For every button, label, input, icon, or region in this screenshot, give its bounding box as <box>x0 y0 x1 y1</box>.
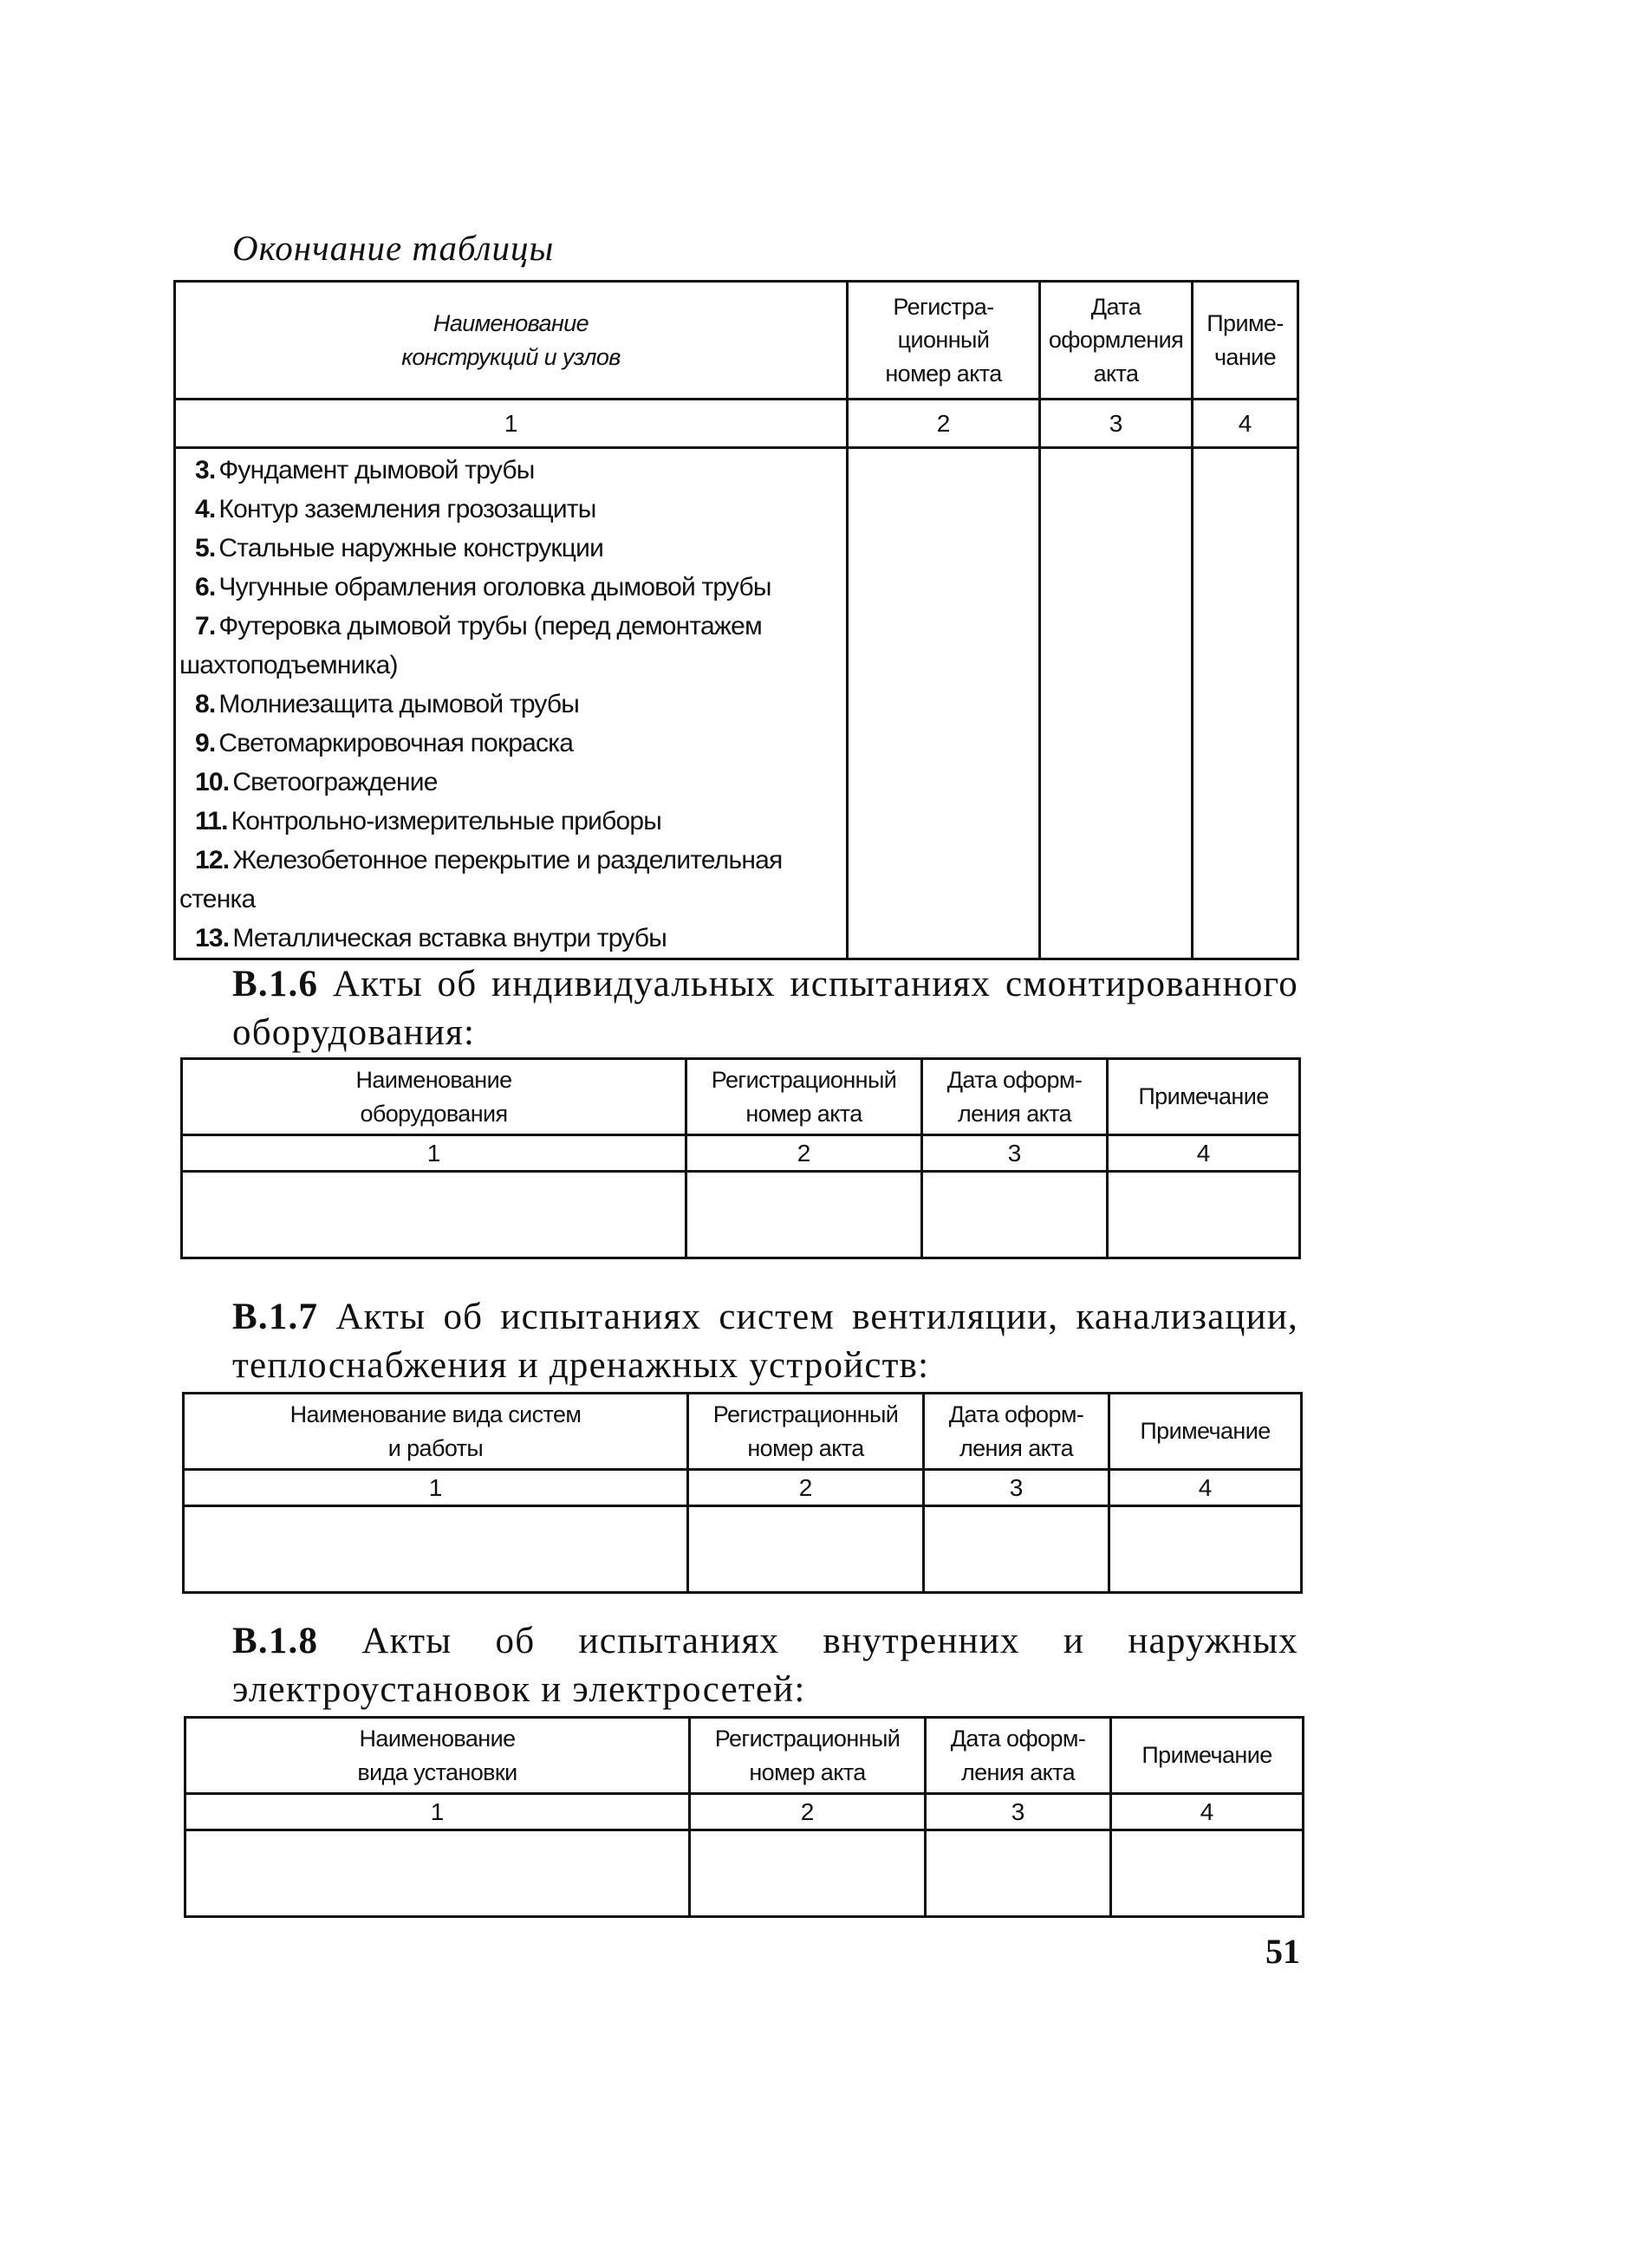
header-structure-name: Наименование конструкций и узлов <box>175 282 848 400</box>
list-item <box>195 685 841 724</box>
empty-cell <box>926 1830 1111 1917</box>
section-title: Акты об испытаниях систем вентиляции, канализации, теплоснабжения и дренажных устройств: <box>232 1297 1298 1386</box>
header-registration-number: Регистрационный номер акта <box>686 1059 922 1135</box>
section-title: Акты об индивидуальных испытаниях смонтированного оборудования: <box>232 964 1298 1053</box>
column-numbers-row <box>182 1135 1300 1172</box>
empty-cell <box>1040 448 1193 959</box>
empty-data-row <box>185 1830 1304 1917</box>
list-item <box>195 763 841 802</box>
table-header-row <box>182 1059 1300 1135</box>
empty-cell <box>688 1506 924 1593</box>
empty-cell <box>686 1172 922 1258</box>
list-item-text: Светоограждение <box>232 768 438 796</box>
list-item-number: 7. <box>195 612 216 640</box>
list-item <box>195 529 841 568</box>
list-item-number: 11. <box>195 807 228 835</box>
header-equipment-name: Наименование оборудования <box>182 1059 686 1135</box>
page-number: 51 <box>1265 1932 1300 1971</box>
header-act-date: Дата оформления акта <box>1040 282 1193 400</box>
section-code: В.1.6 <box>232 964 319 1004</box>
list-item-number: 6. <box>195 573 216 601</box>
structures-list-cell <box>175 448 848 959</box>
list-item <box>195 919 841 958</box>
column-number: 2 <box>848 400 1040 448</box>
list-item <box>195 841 841 880</box>
column-number: 2 <box>686 1135 922 1172</box>
header-act-date: Дата оформ- ления акта <box>926 1718 1111 1794</box>
list-item-number: 12. <box>195 846 230 874</box>
structures-acts-table <box>173 280 1299 960</box>
empty-cell <box>1111 1830 1304 1917</box>
header-registration-number: Регистра- ционный номер акта <box>848 282 1040 400</box>
table-body-row <box>175 448 1298 959</box>
column-number: 2 <box>690 1794 926 1830</box>
list-item-number: 3. <box>195 456 216 484</box>
list-item-text: Металлическая вставка внутри трубы <box>232 924 667 952</box>
list-item-number: 9. <box>195 729 216 757</box>
empty-cell <box>690 1830 926 1917</box>
column-number: 4 <box>1109 1470 1302 1506</box>
list-item-text: Светомаркировочная покраска <box>218 729 574 757</box>
section-code: В.1.8 <box>232 1621 319 1661</box>
column-number: 1 <box>175 400 848 448</box>
column-number: 2 <box>688 1470 924 1506</box>
empty-cell <box>848 448 1040 959</box>
list-item <box>195 568 841 607</box>
empty-cell <box>184 1506 688 1593</box>
column-number: 3 <box>922 1135 1108 1172</box>
empty-cell <box>1193 448 1298 959</box>
section-heading-b18 <box>232 1617 1298 1714</box>
header-registration-number: Регистрационный номер акта <box>688 1394 924 1470</box>
header-registration-number: Регистрационный номер акта <box>690 1718 926 1794</box>
list-item-number: 10. <box>195 768 230 796</box>
list-item-number: 4. <box>195 495 216 523</box>
column-number: 3 <box>1040 400 1193 448</box>
electrical-tests-table <box>184 1716 1304 1918</box>
list-item <box>195 607 841 646</box>
empty-cell <box>1109 1506 1302 1593</box>
section-heading-b17 <box>232 1293 1298 1390</box>
list-item-text: Контрольно-измерительные приборы <box>231 807 662 835</box>
empty-cell <box>922 1172 1108 1258</box>
column-number: 1 <box>184 1470 688 1506</box>
empty-data-row <box>182 1172 1300 1258</box>
header-note: Примечание <box>1108 1059 1300 1135</box>
list-item-text: Футеровка дымовой трубы (перед демонтажем <box>218 612 762 640</box>
list-item-text: Фундамент дымовой трубы <box>218 456 535 484</box>
table-continuation-caption: Окончание таблицы <box>232 228 555 268</box>
column-number: 3 <box>926 1794 1111 1830</box>
column-number: 1 <box>185 1794 690 1830</box>
list-item-number: 8. <box>195 690 216 718</box>
empty-cell <box>182 1172 686 1258</box>
header-system-type: Наименование вида систем и работы <box>184 1394 688 1470</box>
column-numbers-row <box>175 400 1298 448</box>
list-item <box>195 802 841 841</box>
column-number: 4 <box>1108 1135 1300 1172</box>
structures-list <box>179 451 841 958</box>
table-header-row <box>185 1718 1304 1794</box>
column-numbers-row <box>184 1470 1302 1506</box>
list-item-text: Стальные наружные конструкции <box>218 534 604 562</box>
header-act-date: Дата оформ- ления акта <box>924 1394 1109 1470</box>
equipment-tests-table <box>180 1057 1301 1259</box>
section-title: Акты об испытаниях внутренних и наружных электроустановок и электросетей: <box>232 1621 1299 1710</box>
header-note: Примечание <box>1109 1394 1302 1470</box>
list-item-continuation: шахтоподъемника) <box>179 651 398 679</box>
header-note: Примечание <box>1111 1718 1304 1794</box>
table-header-row <box>175 282 1298 400</box>
list-item <box>195 490 841 529</box>
section-heading-b16 <box>232 960 1298 1057</box>
column-numbers-row <box>185 1794 1304 1830</box>
empty-cell <box>185 1830 690 1917</box>
section-code: В.1.7 <box>232 1297 319 1337</box>
list-item <box>195 724 841 763</box>
empty-data-row <box>184 1506 1302 1593</box>
list-item-text: Молниезащита дымовой трубы <box>218 690 580 718</box>
header-installation-type: Наименование вида установки <box>185 1718 690 1794</box>
empty-cell <box>924 1506 1109 1593</box>
list-item-number: 13. <box>195 924 230 952</box>
column-number: 3 <box>924 1470 1109 1506</box>
list-item <box>195 451 841 490</box>
list-item-continuation: стенка <box>179 885 256 913</box>
list-item-text: Чугунные обрамления оголовка дымовой трубы <box>218 573 771 601</box>
column-number: 1 <box>182 1135 686 1172</box>
list-item-number: 5. <box>195 534 216 562</box>
list-item-text: Контур заземления грозозащиты <box>218 495 596 523</box>
column-number: 4 <box>1111 1794 1304 1830</box>
list-item-text: Железобетонное перекрытие и разделительная <box>232 846 783 874</box>
column-number: 4 <box>1193 400 1298 448</box>
ventilation-tests-table <box>182 1392 1303 1594</box>
empty-cell <box>1108 1172 1300 1258</box>
header-act-date: Дата оформ- ления акта <box>922 1059 1108 1135</box>
header-note: Приме- чание <box>1193 282 1298 400</box>
table-header-row <box>184 1394 1302 1470</box>
